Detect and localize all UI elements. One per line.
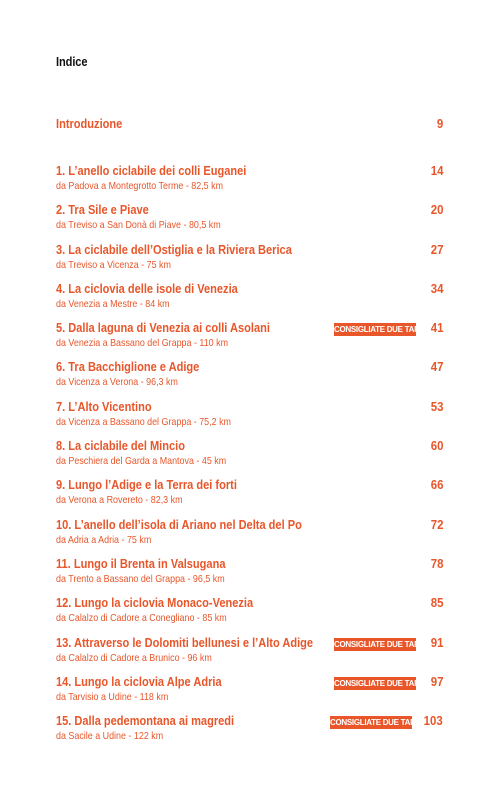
entry-page-number: 60 [430,438,443,454]
entry-page-number: 47 [430,359,443,375]
entry-page-number: 72 [430,516,443,532]
toc-entry-9[interactable] [56,477,446,516]
two-stages-badge: CONSIGLIATE DUE TAPPE [334,639,430,649]
entry-route: da Peschiera del Garda a Mantova - 45 km [56,455,227,468]
entry-title: 11. Lungo il Brenta in Valsugana [56,555,226,571]
toc-entry-3[interactable] [56,242,446,281]
entry-title: 3. La ciclabile dell’Ostiglia e la Riviera Berica [56,241,292,257]
entry-page-number: 78 [430,555,443,571]
toc-entry-1[interactable] [56,163,446,202]
toc-entry-10[interactable] [56,517,446,556]
entry-page-number: 103 [423,713,443,729]
entry-page-number: 20 [430,202,443,218]
entry-route: da Tarvisio a Udine - 118 km [56,690,169,703]
entry-route: da Venezia a Mestre - 84 km [56,297,170,310]
entry-title: 8. La ciclabile del Mincio [56,438,185,454]
two-stages-badge: CONSIGLIATE DUE TAPPE [330,718,426,728]
entry-title: 6. Tra Bacchiglione e Adige [56,359,200,375]
toc-entry-8[interactable] [56,438,446,477]
entry-title: 12. Lungo la ciclovia Monaco-Venezia [56,595,254,611]
toc-entry-13[interactable] [56,635,446,674]
entry-title: 2. Tra Sile e Piave [56,202,149,218]
entry-title: 9. Lungo l’Adige e la Terra dei forti [56,477,237,493]
two-stages-badge: CONSIGLIATE DUE TAPPE [334,325,430,335]
entry-route: da Vicenza a Bassano del Grappa - 75,2 km [56,415,231,428]
entry-title: 14. Lungo la ciclovia Alpe Adria [56,673,222,689]
entry-route: da Padova a Montegrotto Terme - 82,5 km [56,180,224,192]
entry-title: 13. Attraverso le Dolomiti bellunesi e l’Alto Adige [56,634,314,650]
page-title: Indice [56,54,88,69]
toc-entry-5[interactable] [56,320,446,359]
toc-intro[interactable] [56,116,446,155]
entry-title: 1. L’anello ciclabile dei colli Euganei [56,163,247,178]
entry-route: da Venezia a Bassano del Grappa - 110 km [56,337,229,350]
entry-title: 4. La ciclovia delle isole di Venezia [56,280,238,296]
entry-route: da Calalzo di Cadore a Conegliano - 85 km [56,612,227,625]
entry-page-number: 97 [430,673,443,689]
toc-entry-15[interactable] [56,713,446,752]
entry-page-number: 85 [430,595,443,611]
entry-route: da Calalzo di Cadore a Brunico - 96 km [56,651,212,664]
toc-entry-11[interactable] [56,556,446,595]
toc-entry-4[interactable] [56,281,446,320]
toc-entry-6[interactable] [56,359,446,398]
entry-page-number: 27 [430,241,443,257]
toc-list [56,163,446,752]
toc-intro-page: 9 [436,116,443,131]
entry-route: da Treviso a San Donà di Piave - 80,5 km [56,219,221,232]
entry-route: da Adria a Adria - 75 km [56,533,152,546]
entry-page-number: 34 [430,280,443,296]
entry-title: 7. L’Alto Vicentino [56,398,152,414]
entry-title: 10. L’anello dell’isola di Ariano nel Delta del Po [56,516,302,532]
toc-entry-12[interactable] [56,595,446,634]
entry-page-number: 66 [430,477,443,493]
entry-route: da Trento a Bassano del Grappa - 96,5 km [56,572,225,585]
entry-page-number: 41 [430,320,443,336]
entry-page-number: 14 [430,163,443,178]
entry-page-number: 91 [430,634,443,650]
toc-entry-7[interactable] [56,399,446,438]
two-stages-badge: CONSIGLIATE DUE TAPPE [334,678,430,688]
entry-route: da Vicenza a Verona - 96,3 km [56,376,178,389]
toc-intro-title: Introduzione [56,116,123,131]
entry-title: 5. Dalla laguna di Venezia ai colli Asolani [56,320,270,336]
toc-entry-2[interactable] [56,202,446,241]
entry-route: da Sacile a Udine - 122 km [56,730,164,743]
entry-route: da Treviso a Vicenza - 75 km [56,258,171,271]
toc-entry-14[interactable] [56,674,446,713]
entry-page-number: 53 [430,398,443,414]
entry-route: da Verona a Rovereto - 82,3 km [56,494,183,507]
entry-title: 15. Dalla pedemontana ai magredi [56,713,235,729]
